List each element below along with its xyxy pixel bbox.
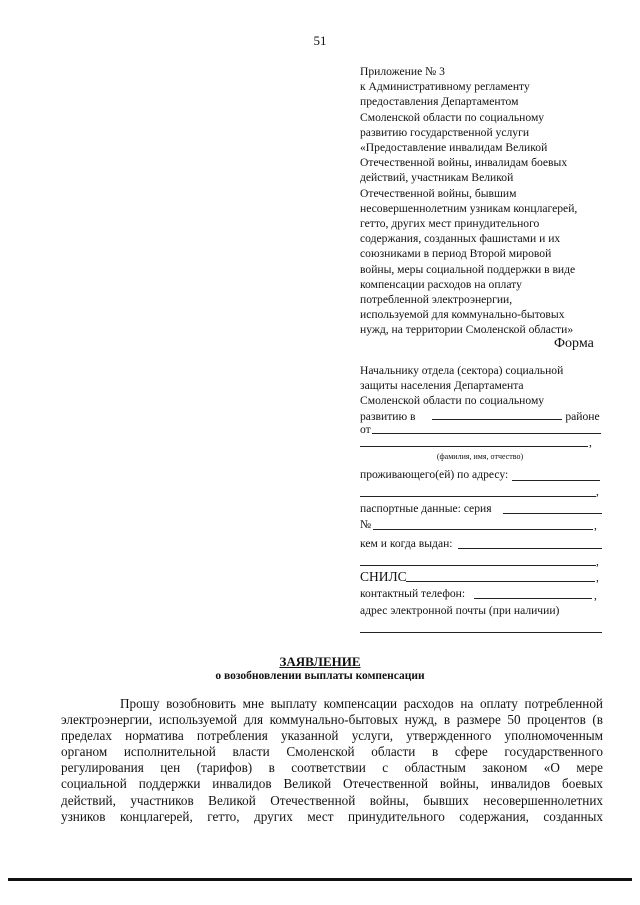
comma: , [596, 555, 599, 568]
issued-label: кем и когда выдан: [360, 537, 453, 550]
issued-field-2[interactable] [360, 565, 596, 566]
appendix-line: действий, участникам Великой [360, 171, 514, 185]
body-line: электроэнергии, используемой для коммунально-бытовых нужд, в размере 50 процентов (в [61, 712, 603, 728]
district-field[interactable] [432, 409, 562, 420]
body-line: пределах норматива потребления указанной услуги, утвержденного уполномоченным [61, 728, 603, 744]
passport-label: паспортные данные: серия [360, 502, 492, 515]
appendix-line: Приложение № 3 [360, 65, 445, 78]
appendix-line: союзниками в период Второй мировой [360, 247, 552, 261]
form-label: Форма [554, 336, 594, 351]
phone-field[interactable] [474, 598, 592, 599]
appendix-line: предоставления Департаментом [360, 95, 519, 109]
appendix-line: войны, меры социальной поддержки в виде [360, 262, 576, 276]
body-line: органом исполнительной власти Смоленской области в сфере государственного [61, 744, 603, 760]
comma: , [594, 519, 597, 532]
body-line: социальной поддержки инвалидов Великой Отечественной войны, инвалидов боевых [61, 776, 603, 792]
body-line: узников концлагерей, гетто, других мест принудительного содержания, созданных [61, 808, 603, 824]
address-label: проживающего(ей) по адресу: [360, 468, 509, 481]
email-label: адрес электронной почты (при наличии) [360, 604, 560, 617]
appendix-line: развитию государственной услуги [360, 125, 530, 139]
from-row [360, 423, 371, 436]
district-suffix: районе [565, 410, 600, 423]
appendix-line: к Административному регламенту [360, 80, 530, 94]
addressee-line: Смоленской области по социальному [360, 394, 545, 407]
snils-field[interactable] [406, 581, 595, 582]
document-title: ЗАЯВЛЕНИЕ [279, 654, 361, 669]
comma: , [594, 589, 597, 602]
appendix-line: гетто, других мест принудительного [360, 217, 540, 231]
body-line: Прошу возобновить мне выплату компенсации расходов на оплату потребленной [120, 696, 603, 711]
address-field-2[interactable] [360, 496, 596, 497]
from-field[interactable] [372, 433, 601, 434]
address-field-1[interactable] [512, 480, 600, 481]
appendix-line: Смоленской области по социальному [360, 110, 545, 124]
page-number: 51 [313, 33, 327, 48]
body-line: регулирования цен (тарифов) в соответствии с областным законом «О мере [61, 760, 603, 776]
comma: , [589, 436, 592, 449]
body-paragraph [61, 696, 603, 825]
appendix-line: компенсации расходов на оплату [360, 277, 522, 291]
scan-edge-bar [8, 878, 632, 881]
appendix-line: «Предоставление инвалидам Великой [360, 141, 548, 155]
body-line: действий, участников Великой Отечественной войны, бывших несовершеннолетних [61, 792, 603, 808]
document-subtitle: о возобновлении выплаты компенсации [215, 670, 425, 682]
from-label: от [360, 423, 371, 436]
appendix-line: потребленной электроэнергии, [360, 293, 513, 307]
appendix-line: нужд, на территории Смоленской области» [360, 323, 574, 337]
comma: , [596, 571, 599, 584]
passport-series-field[interactable] [503, 513, 602, 514]
snils-label: СНИЛС [360, 569, 407, 584]
appendix-line: Отечественной войны, инвалидам боевых [360, 156, 568, 170]
appendix-header [360, 64, 610, 338]
phone-label: контактный телефон: [360, 587, 466, 600]
appendix-line: несовершеннолетним узникам концлагерей, [360, 201, 578, 215]
appendix-line: содержания, созданных фашистами и их [360, 232, 561, 246]
district-prefix: развитию в [360, 410, 416, 423]
appendix-line: Отечественной войны, бывшим [360, 186, 517, 200]
fio-field[interactable] [360, 446, 588, 447]
issued-field-1[interactable] [458, 548, 602, 549]
comma: , [596, 485, 599, 498]
appendix-line: используемой для коммунально-бытовых [360, 308, 565, 322]
addressee-line: Начальнику отдела (сектора) социальной [360, 364, 564, 377]
fio-hint: (фамилия, имя, отчество) [436, 452, 524, 461]
passport-number-label: № [360, 518, 372, 531]
email-field[interactable] [360, 632, 602, 633]
district-row [360, 409, 600, 423]
passport-number-field[interactable] [373, 529, 593, 530]
addressee-line: защиты населения Департамента [360, 379, 524, 392]
